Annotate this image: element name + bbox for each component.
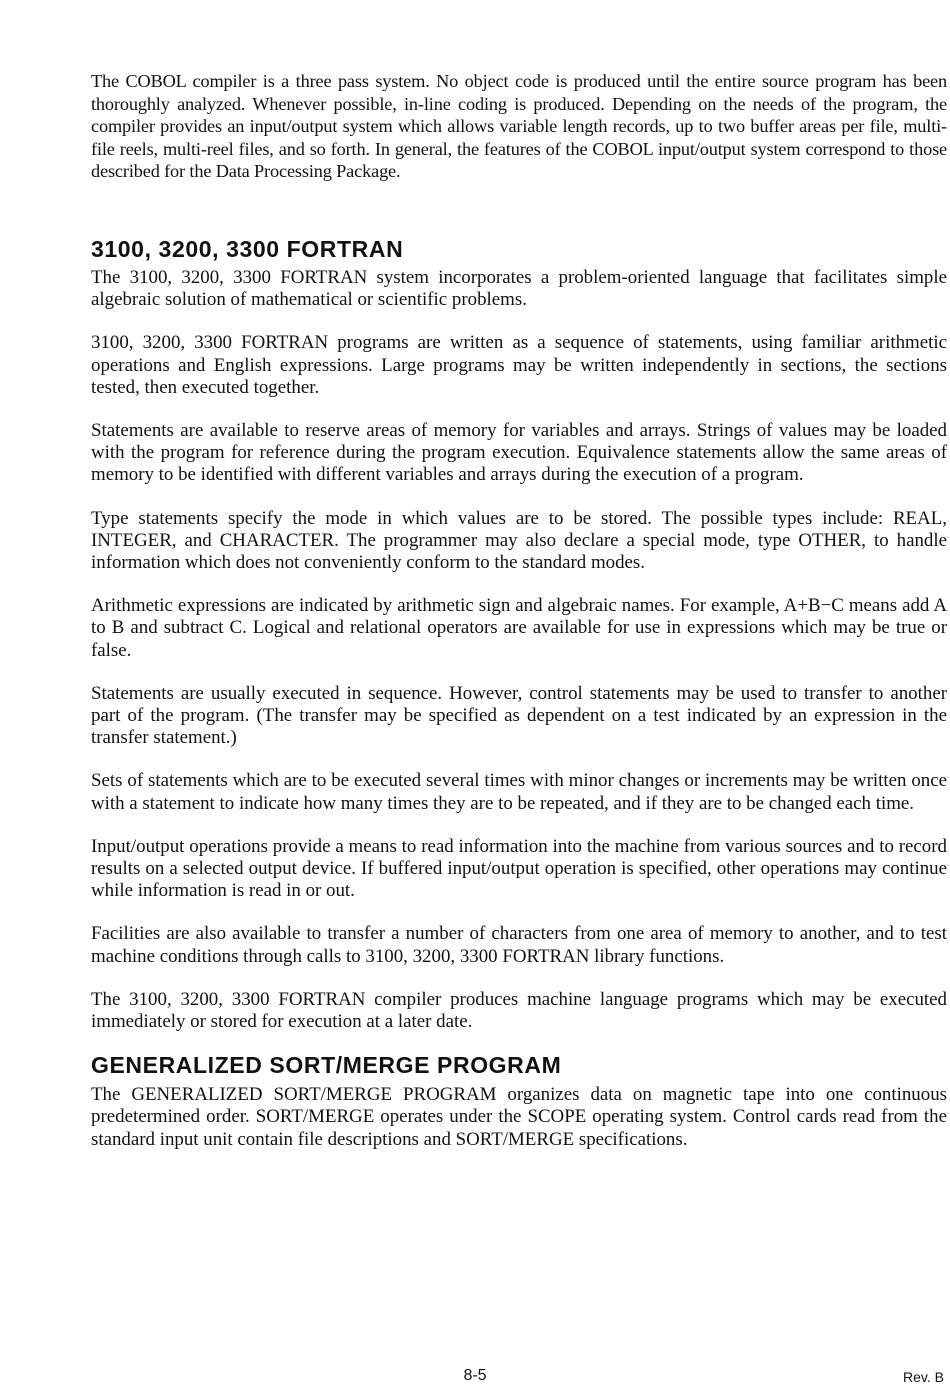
fortran-paragraph: Input/output operations provide a means to read information into the machine from various sources and to record results on a selected output device. If buffered input/output operation is specified, other operations may continue while information is read in or out.: [91, 835, 947, 902]
fortran-paragraph: Sets of statements which are to be executed several times with minor changes or increments may be written once with a statement to indicate how many times they are to be repeated, and if they are to be changed each time.: [91, 770, 947, 814]
sort-merge-paragraph: The GENERALIZED SORT/MERGE PROGRAM organizes data on magnetic tape into one continuous predetermined order. SORT/MERGE operates under the SCOPE operating system. Control cards read from the standard input unit contain file descriptions and SORT/MERGE specifications.: [91, 1084, 947, 1150]
fortran-section-heading: 3100, 3200, 3300 FORTRAN: [91, 235, 404, 262]
fortran-paragraph: The 3100, 3200, 3300 FORTRAN compiler produces machine language programs which may be executed immediately or stored for execution at a later date.: [91, 988, 947, 1033]
page-number: 8-5: [463, 1367, 487, 1384]
cobol-compiler-paragraph: The COBOL compiler is a three pass system. No object code is produced until the entire source program has been thoroughly analyzed. Whenever possible, in-line coding is produced. Depending on the needs of the program, the compiler provides an input/output system which allows variable length records, up to two buffer areas per file, multi-file reels, multi-reel files, and so forth. In general, the features of the COBOL input/output system correspond to those described for the Data Processing Package.: [91, 71, 947, 182]
fortran-paragraph: Facilities are also available to transfer a number of characters from one area of memory to another, and to test machine conditions through calls to 3100, 3200, 3300 FORTRAN library functions.: [91, 923, 947, 967]
fortran-paragraph: Statements are usually executed in sequence. However, control statements may be used to transfer to another part of the program. (The transfer may be specified as dependent on a test indicated by an expression in the transfer statement.): [91, 682, 947, 749]
fortran-paragraph: 3100, 3200, 3300 FORTRAN programs are written as a sequence of statements, using familiar arithmetic operations and English expressions. Large programs may be written independently in sections, the sections tested, then executed together.: [91, 332, 947, 398]
sort-merge-section-heading: GENERALIZED SORT/MERGE PROGRAM: [91, 1052, 562, 1079]
fortran-paragraph: Arithmetic expressions are indicated by arithmetic sign and algebraic names. For example, A+B−C means add A to B and subtract C. Logical and relational operators are available for use in expressions which may be true or false.: [91, 595, 947, 661]
document-page: [91, 70, 947, 1151]
fortran-paragraph: Statements are available to reserve areas of memory for variables and arrays. Strings of values may be loaded with the program for reference during the program execution. Equivalence statements allow the same areas of memory to be identified with different variables and arrays during the execution of a program.: [91, 419, 947, 486]
revision-label: Rev. B: [903, 1369, 944, 1385]
fortran-paragraph: The 3100, 3200, 3300 FORTRAN system incorporates a problem-oriented language that facilitates simple algebraic solution of mathematical or scientific problems.: [91, 266, 947, 311]
fortran-paragraph: Type statements specify the mode in which values are to be stored. The possible types include: REAL, INTEGER, and CHARACTER. The programmer may also declare a special mode, type OTHER, to handle information which does not conveniently conform to the standard modes.: [91, 507, 947, 573]
